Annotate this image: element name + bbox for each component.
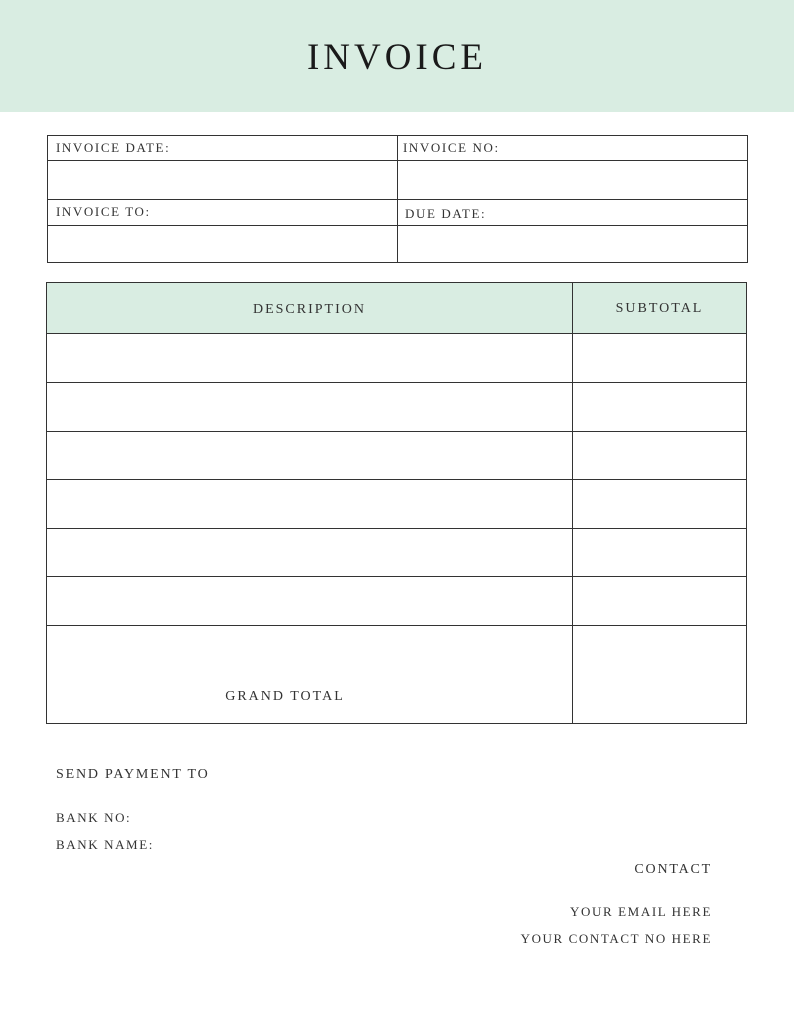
subtotal-header: SUBTOTAL [615, 301, 704, 316]
invoice-no-field[interactable] [398, 161, 748, 199]
invoice-date-label: INVOICE DATE: [56, 140, 171, 155]
table-row [47, 431, 746, 480]
due-date-field[interactable] [398, 226, 748, 262]
invoice-to-field[interactable] [48, 226, 397, 262]
column-divider [572, 674, 573, 723]
column-divider [572, 626, 573, 675]
column-divider [572, 577, 573, 625]
invoice-no-label: INVOICE NO: [403, 140, 500, 155]
table-row [47, 626, 746, 675]
column-divider [572, 334, 573, 382]
items-table [46, 282, 747, 724]
column-divider [572, 283, 573, 334]
table-row [47, 334, 746, 383]
contact-heading: CONTACT [634, 862, 712, 877]
column-divider [572, 480, 573, 528]
invoice-title: INVOICE [306, 37, 488, 78]
contact-email: YOUR EMAIL HERE [570, 904, 712, 919]
info-divider [48, 199, 747, 200]
due-date-label: DUE DATE: [405, 206, 487, 221]
payment-heading: SEND PAYMENT TO [56, 767, 210, 782]
table-row [47, 480, 746, 529]
bank-no-label: BANK NO: [56, 810, 132, 825]
items-table-header [47, 283, 746, 334]
invoice-date-field[interactable] [48, 161, 397, 199]
table-row [47, 383, 746, 432]
contact-phone: YOUR CONTACT NO HERE [520, 931, 712, 946]
grand-total-row [47, 674, 746, 723]
description-header: DESCRIPTION [252, 302, 366, 317]
grand-total-label: GRAND TOTAL [225, 689, 345, 704]
table-row [47, 577, 746, 626]
invoice-to-label: INVOICE TO: [56, 204, 151, 219]
column-divider [572, 528, 573, 576]
column-divider [572, 383, 573, 431]
column-divider [572, 431, 573, 479]
bank-name-label: BANK NAME: [56, 837, 154, 852]
invoice-info-table [47, 135, 748, 263]
table-row [47, 528, 746, 577]
